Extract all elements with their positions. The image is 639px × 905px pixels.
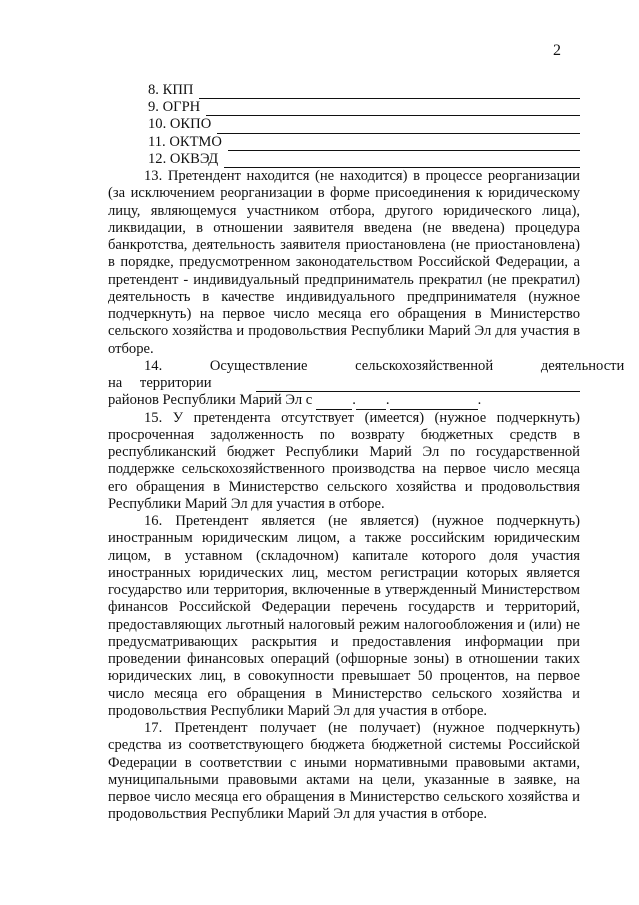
paragraph-15: 15. У претендента отсутствует (имеется) (нужное подчеркнуть) просроченная задолженность по возврату бюджетных средств в республиканский бюджет Республики Марий Эл по государственной поддержке сельскохозяйственного производства на первое число месяца его обращения в Министерство сельского хозяйства и продовольствия Республики Марий Эл для участия в отборе. (108, 409, 580, 512)
p14-line-3 (108, 392, 580, 409)
p14-territory-label: на территории (108, 375, 212, 391)
fill-in-blank (206, 103, 580, 116)
p14-line-2 (108, 375, 580, 392)
p14-line-1 (108, 357, 625, 375)
field-label: 10. ОКПО (148, 116, 212, 133)
p14-line-1-text: 14. Осуществление сельскохозяйственной деятельности (144, 357, 625, 374)
field-ogrn (148, 99, 580, 116)
field-okved (148, 151, 580, 168)
fill-in-blank (199, 86, 580, 99)
field-kpp (148, 82, 580, 99)
fill-in-blank (224, 155, 580, 168)
date-separator: . (385, 392, 390, 409)
year-blank (390, 397, 478, 410)
paragraph-13: 13. Претендент находится (не находится) в процессе реорганизации (за исключением реорганизации в форме присоединения к юридическому лицу, являющемуся участником отбора, другого юридического лица), ликвидации, в отношении заявителя введена (не введена) процедура банкротства, деятельность заявителя приостановлена (не приостановлена) в порядке, предусмотренном законодательством Российской Федерации, а претендент - индивидуальный предприниматель прекратил (не прекратил) деятельность в качестве индивидуального предпринимателя (нужное подчеркнуть) на первое число месяца его обращения в Министерство сельского хозяйства и продовольствия Республики Марий Эл для участия в отборе. (108, 168, 580, 357)
registration-fields (148, 82, 580, 168)
field-okpo (148, 116, 580, 133)
field-label: 12. ОКВЭД (148, 150, 219, 167)
field-oktmo (148, 134, 580, 151)
paragraph-14 (108, 357, 625, 410)
field-label: 11. ОКТМО (148, 133, 222, 150)
territory-blank (256, 379, 580, 392)
paragraph-16: 16. Претендент является (не является) (нужное подчеркнуть) иностранным юридическим лицом, а также российским юридическим лицом, в уставном (складочном) капитале которого доля участия иностранных юридических лиц, местом регистрации которых является государство или территория, включенные в утвержденный Министерством финансов Российской Федерации перечень государств и территорий, предоставляющих льготный налоговый режим налогообложения и (или) не предусматривающих раскрытия и предоставления информации при проведении финансовых операций (офшорные зоны) в отношении таких юридических лиц, в совокупности превышает 50 процентов, на первое число месяца его обращения в Министерство сельского хозяйства и продовольствия Республики Марий Эл для участия в отборе. (108, 513, 580, 719)
document-body (108, 168, 625, 824)
p14-date-label: районов Республики Марий Эл с (108, 392, 313, 409)
day-blank (316, 397, 352, 410)
date-separator: . (352, 392, 356, 409)
month-blank (356, 397, 386, 410)
field-label: 9. ОГРН (148, 99, 201, 116)
page-number: 2 (553, 42, 561, 59)
fill-in-blank (217, 121, 580, 134)
field-label: 8. КПП (148, 81, 194, 98)
fill-in-blank (228, 138, 580, 151)
date-end: . (477, 392, 482, 409)
paragraph-17: 17. Претендент получает (не получает) (нужное подчеркнуть) средства из соответствующего бюджета бюджетной системы Российской Федерации в соответствии с иными нормативными правовыми актами, муниципальными правовыми актами на цели, указанные в заявке, на первое число месяца его обращения в Министерство сельского хозяйства и продовольствия Республики Марий Эл для участия в отборе. (108, 720, 580, 823)
